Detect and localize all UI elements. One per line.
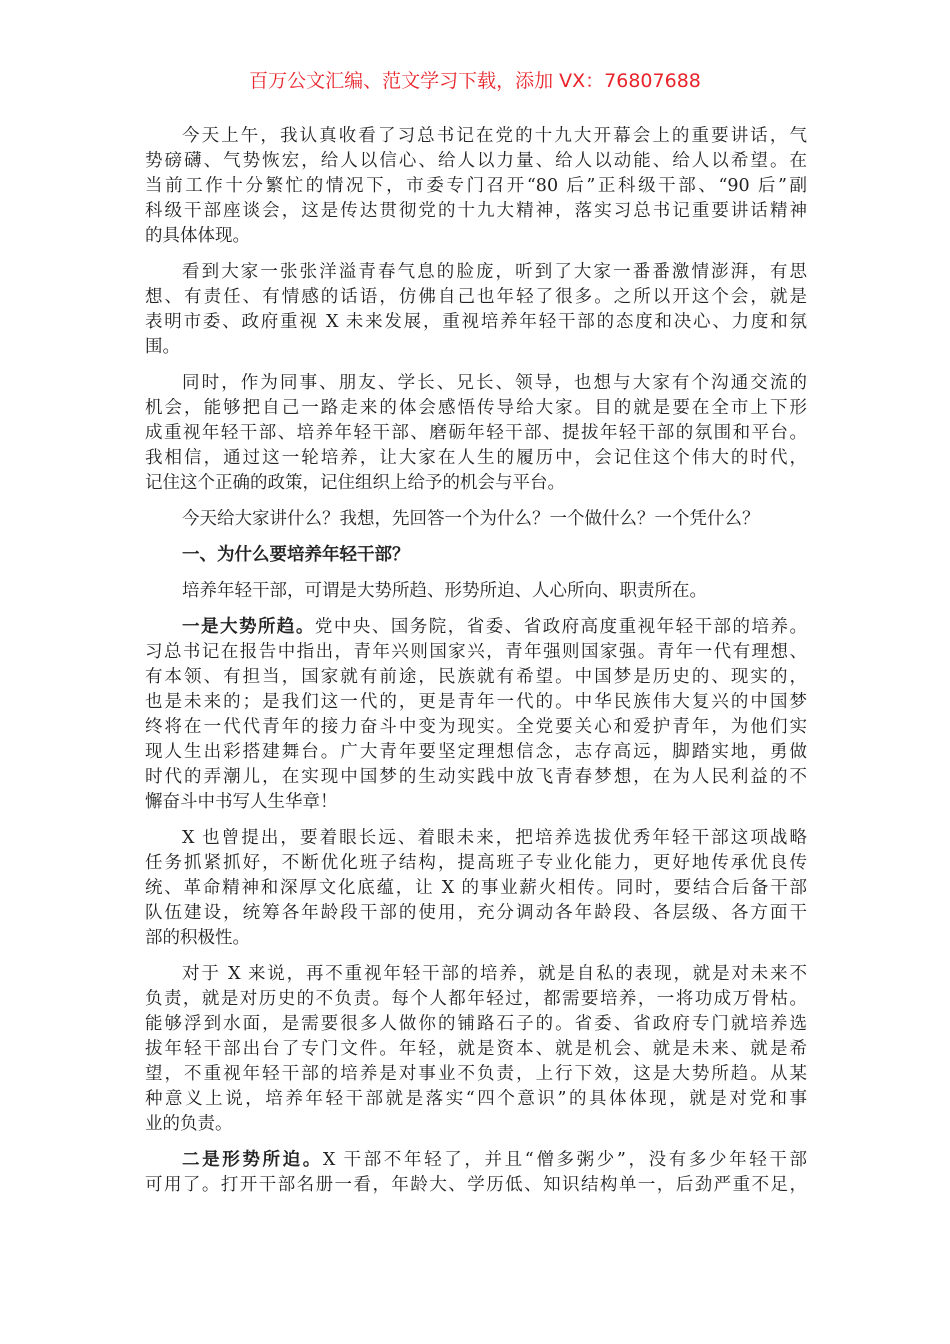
text-line	[145, 1112, 807, 1137]
text-line	[145, 926, 807, 951]
line-text: 懈奋斗中书写人生华章！	[145, 792, 338, 812]
line-text: 今天给大家讲什么？我想，先回答一个为什么？一个做什么？一个凭什么？	[182, 509, 760, 529]
text-line	[145, 790, 807, 815]
text-line	[145, 851, 807, 876]
text-line	[145, 640, 807, 665]
line-text: 望，不重视年轻干部的培养是对事业不负责，上行下效，这是大势所趋。从某	[145, 1064, 807, 1084]
text-line	[145, 962, 807, 987]
line-text: 现人生出彩搭建舞台。广大青年要坚定理想信念，志存高远，脚踏实地，勇做	[145, 742, 807, 762]
download-banner: 百万公文汇编、范文学习下载，添加 VX：76807688	[249, 70, 701, 92]
text-line	[145, 665, 807, 690]
line-text: 一、为什么要培养年轻干部？	[182, 545, 410, 565]
text-line	[145, 876, 807, 901]
line-text: 围。	[145, 337, 180, 357]
document-body	[145, 124, 807, 1209]
line-text: 记住这个正确的政策，记住组织上给予的机会与平台。	[145, 473, 565, 493]
line-text: 终将在一代代青年的接力奋斗中变为现实。全党要关心和爱护青年，为他们实	[145, 717, 807, 737]
text-line	[145, 765, 807, 790]
line-text: 当前工作十分繁忙的情况下，市委专门召开“80 后”正科级干部、“90 后”副	[145, 176, 807, 196]
line-text: 可用了。打开干部名册一看，年龄大、学历低、知识结构单一，后劲严重不足，	[145, 1175, 807, 1195]
text-line	[145, 1148, 807, 1173]
text-line	[145, 371, 807, 396]
text-line	[145, 199, 807, 224]
text-line	[145, 690, 807, 715]
line-text: 任务抓紧抓好，不断优化班子结构，提高班子专业化能力，更好地传承优良传	[145, 853, 807, 873]
line-text: 看到大家一张张洋溢青春气息的脸庞，听到了大家一番番激情澎湃，有思	[182, 262, 807, 282]
line-text: 负责，就是对历史的不负责。每个人都年轻过，都需要培养，一将功成万骨枯。	[145, 989, 807, 1009]
line-text: 势磅礴、气势恢宏，给人以信心、给人以力量、给人以动能、给人以希望。在	[145, 151, 807, 171]
line-text: 同时，作为同事、朋友、学长、兄长、领导，也想与大家有个沟通交流的	[182, 373, 807, 393]
text-line	[145, 740, 807, 765]
paragraph	[145, 826, 807, 951]
line-text: 部的积极性。	[145, 928, 250, 948]
text-line	[145, 224, 807, 249]
text-line	[145, 310, 807, 335]
text-line	[145, 1012, 807, 1037]
line-text: 业的负责。	[145, 1114, 233, 1134]
line-text: 种意义上说，培养年轻干部就是落实“四个意识”的具体体现，就是对党和事	[145, 1089, 807, 1109]
text-line	[145, 543, 807, 568]
paragraph	[145, 615, 807, 815]
text-line	[145, 1062, 807, 1087]
line-text: 的具体体现。	[145, 226, 250, 246]
line-text: 拔年轻干部出台了专门文件。年轻，就是资本、就是机会、就是未来、就是希	[145, 1039, 807, 1059]
text-line	[145, 124, 807, 149]
text-line	[145, 396, 807, 421]
line-text: 今天上午，我认真收看了习总书记在党的十九大开幕会上的重要讲话，气	[182, 126, 807, 146]
paragraph	[145, 579, 807, 604]
paragraph	[145, 507, 807, 532]
text-line	[145, 174, 807, 199]
text-line	[145, 335, 807, 360]
text-line	[145, 987, 807, 1012]
section-heading	[145, 543, 807, 568]
text-line	[145, 149, 807, 174]
text-line	[145, 1173, 807, 1198]
paragraph	[145, 1148, 807, 1198]
text-line	[145, 615, 807, 640]
text-line	[145, 901, 807, 926]
text-line	[145, 285, 807, 310]
line-text: 科级干部座谈会，这是传达贯彻党的十九大精神，落实习总书记重要讲话精神	[145, 201, 807, 221]
line-text: 表明市委、政府重视 X 未来发展，重视培养年轻干部的态度和决心、力度和氛	[145, 312, 807, 332]
paragraph	[145, 962, 807, 1137]
line-text: 统、革命精神和深厚文化底蕴，让 X 的事业薪火相传。同时，要结合后备干部	[145, 878, 807, 898]
text-line	[145, 471, 807, 496]
line-text: 机会，能够把自己一路走来的体会感悟传导给大家。目的就是要在全市上下形	[145, 398, 807, 418]
text-line	[145, 446, 807, 471]
text-line	[145, 1037, 807, 1062]
line-text: 培养年轻干部，可谓是大势所趋、形势所迫、人心所向、职责所在。	[182, 581, 707, 601]
line-text: 习总书记在报告中指出，青年兴则国家兴，青年强则国家强。青年一代有理想、	[145, 642, 807, 662]
text-line	[145, 507, 807, 532]
bold-lead: 一是大势所趋。	[182, 617, 315, 637]
text-line	[145, 421, 807, 446]
line-text: 对于 X 来说，再不重视年轻干部的培养，就是自私的表现，就是对未来不	[182, 964, 807, 984]
line-text: 时代的弄潮儿，在实现中国梦的生动实践中放飞青春梦想，在为人民利益的不	[145, 767, 807, 787]
bold-lead: 二是形势所迫。	[182, 1150, 323, 1170]
paragraph	[145, 124, 807, 249]
paragraph	[145, 371, 807, 496]
text-line	[145, 260, 807, 285]
text-line	[145, 1087, 807, 1112]
line-text: 队伍建设，统筹各年龄段干部的使用，充分调动各年龄段、各层级、各方面干	[145, 903, 807, 923]
paragraph	[145, 260, 807, 360]
line-text: 有本领、有担当，国家就有前途，民族就有希望。中国梦是历史的、现实的，	[145, 667, 807, 687]
line-text: 成重视年轻干部、培养年轻干部、磨砺年轻干部、提拔年轻干部的氛围和平台。	[145, 423, 807, 443]
line-text: 党中央、国务院，省委、省政府高度重视年轻干部的培养。	[314, 617, 807, 637]
text-line	[145, 826, 807, 851]
line-text: 能够浮到水面，是需要很多人做你的铺路石子的。省委、省政府专门就培养选	[145, 1014, 807, 1034]
line-text: 想、有责任、有情感的话语，仿佛自己也年轻了很多。之所以开这个会，就是	[145, 287, 807, 307]
line-text: X 干部不年轻了，并且“僧多粥少”，没有多少年轻干部	[322, 1150, 807, 1170]
text-line	[145, 579, 807, 604]
text-line	[145, 715, 807, 740]
line-text: 也是未来的；是我们这一代的，更是青年一代的。中华民族伟大复兴的中国梦	[145, 692, 807, 712]
line-text: 我相信，通过这一轮培养，让大家在人生的履历中，会记住这个伟大的时代，	[145, 448, 807, 468]
line-text: X 也曾提出，要着眼长远、着眼未来，把培养选拔优秀年轻干部这项战略	[182, 828, 807, 848]
